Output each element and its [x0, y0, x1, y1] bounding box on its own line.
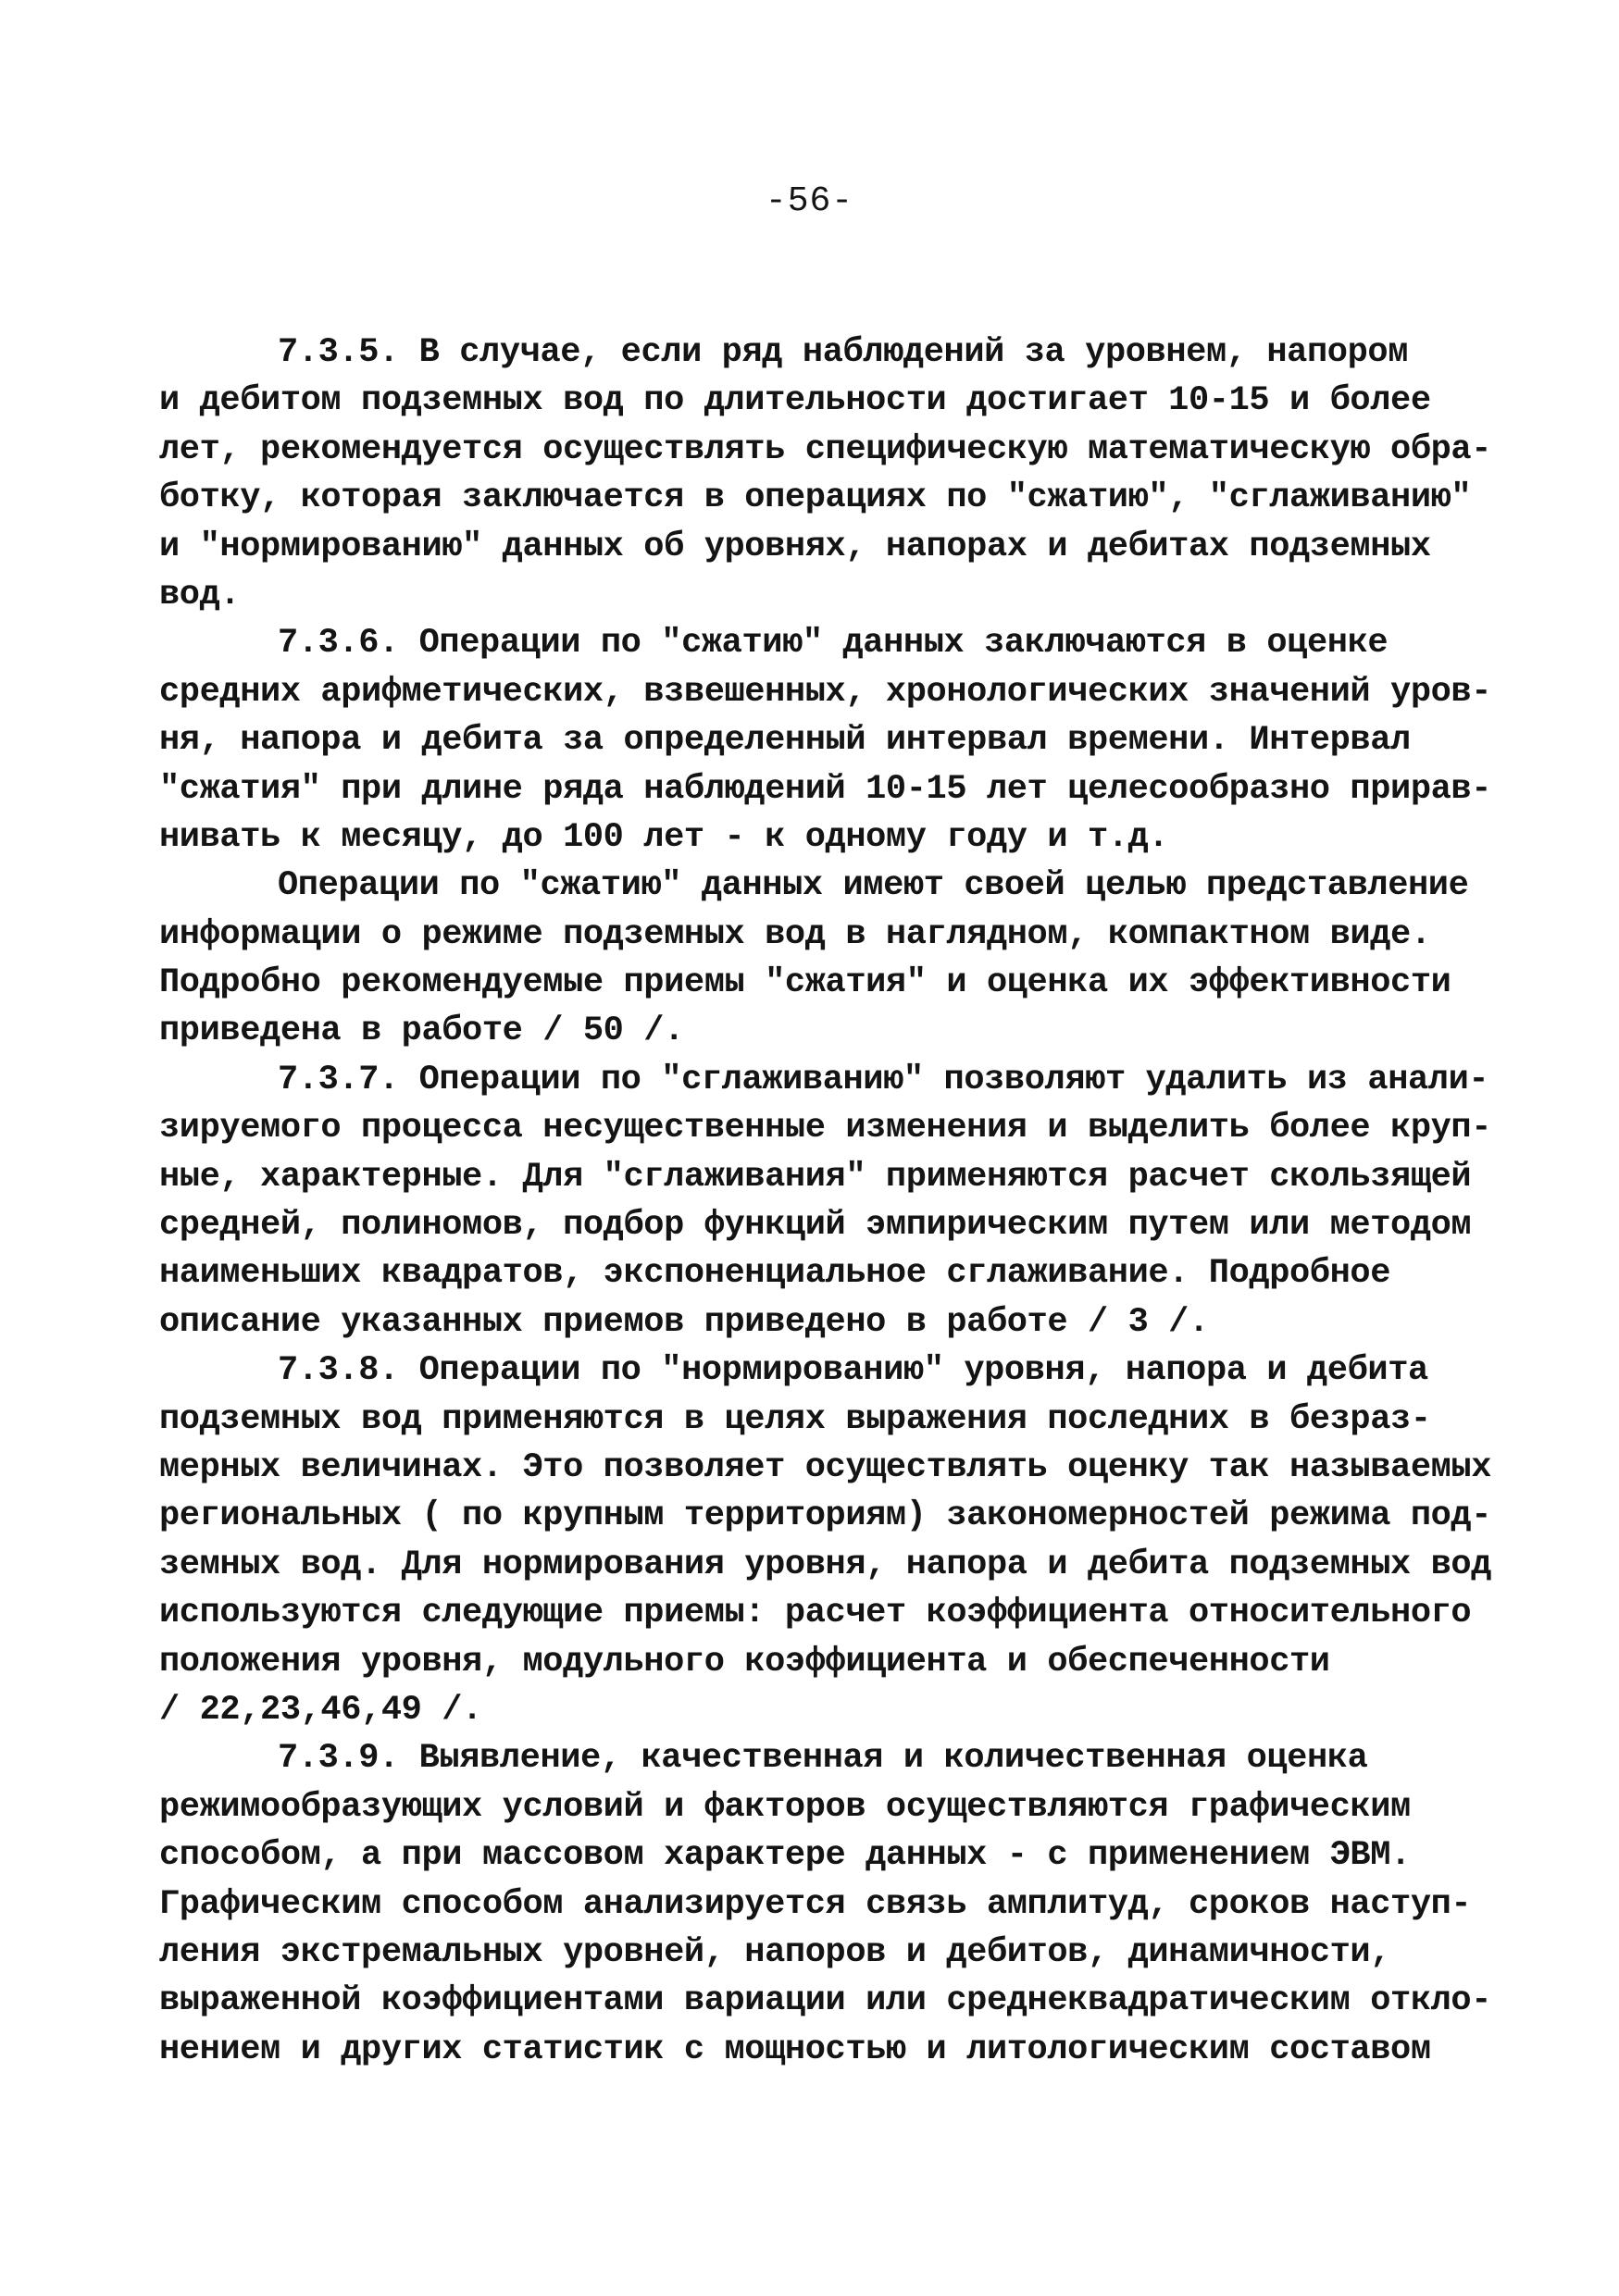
text-line: ления экстремальных уровней, напоров и дебитов, динамичности,	[159, 1932, 1391, 1972]
text-line: описание указанных приемов приведено в работе / 3 /.	[159, 1302, 1209, 1342]
text-line: и "нормированию" данных об уровнях, напорах и дебитах подземных	[159, 527, 1431, 566]
page-number: -56-	[765, 181, 854, 221]
text-line: и дебитом подземных вод по длительности достигает 10-15 и более	[159, 381, 1431, 421]
text-line: приведена в работе / 50 /.	[159, 1011, 684, 1051]
text-line: 7.3.6. Операции по "сжатию" данных заключаются в оценке	[278, 624, 1389, 664]
text-line: 7.3.9. Выявление, качественная и количественная оценка	[278, 1739, 1368, 1779]
text-line: нением и других статистик с мощностью и литологическим составом	[159, 2029, 1431, 2069]
text-line: 7.3.7. Операции по "сглаживанию" позволяют удалить из анали-	[278, 1060, 1489, 1099]
text-line: ные, характерные. Для "сглаживания" применяются расчет скользящей	[159, 1157, 1472, 1197]
text-line: ботку, которая заключается в операциях по "сжатию", "сглаживанию"	[159, 478, 1472, 518]
text-line: ня, напора и дебита за определенный интервал времени. Интервал	[159, 721, 1411, 761]
text-line: нивать к месяцу, до 100 лет - к одному году и т.д.	[159, 817, 1169, 857]
text-line: вод.	[159, 575, 241, 614]
text-line: информации о режиме подземных вод в наглядном, компактном виде.	[159, 914, 1431, 954]
text-line: средней, полиномов, подбор функций эмпирическим путем или методом	[159, 1206, 1472, 1246]
text-line: 7.3.8. Операции по "нормированию" уровня, напора и дебита	[278, 1351, 1428, 1391]
text-line: мерных величинах. Это позволяет осуществлять оценку так называемых	[159, 1447, 1492, 1487]
text-line: средних арифметических, взвешенных, хронологических значений уров-	[159, 672, 1492, 712]
text-line: Подробно рекомендуемые приемы "сжатия" и оценка их эффективности	[159, 963, 1451, 1003]
text-line: / 22,23,46,49 /.	[159, 1690, 482, 1730]
text-line: региональных ( по крупным территориям) закономерностей режима под-	[159, 1496, 1492, 1536]
text-line: режимообразующих условий и факторов осуществляются графическим	[159, 1787, 1411, 1827]
text-line: способом, а при массовом характере данных - с применением ЭВМ.	[159, 1836, 1411, 1876]
text-line: 7.3.5. В случае, если ряд наблюдений за уровнем, напором	[278, 333, 1409, 372]
body-text	[159, 329, 1492, 2074]
text-line: используются следующие приемы: расчет коэффициента относительного	[159, 1594, 1472, 1633]
text-line: выраженной коэффициентами вариации или среднеквадратическим откло-	[159, 1981, 1492, 2021]
text-line: Операции по "сжатию" данных имеют своей целью представление	[278, 866, 1469, 906]
text-line: подземных вод применяются в целях выражения последних в безраз-	[159, 1399, 1431, 1439]
text-line: наименьших квадратов, экспоненциальное сглаживание. Подробное	[159, 1254, 1391, 1294]
text-line: земных вод. Для нормирования уровня, напора и дебита подземных вод	[159, 1545, 1492, 1584]
text-line: положения уровня, модульного коэффициента и обеспеченности	[159, 1642, 1330, 1682]
text-line: лет, рекомендуется осуществлять специфическую математическую обра-	[159, 429, 1492, 469]
text-line: "сжатия" при длине ряда наблюдений 10-15 лет целесообразно прирав-	[159, 769, 1492, 809]
text-line: зируемого процесса несущественные изменения и выделить более круп-	[159, 1109, 1492, 1148]
text-line: Графическим способом анализируется связь амплитуд, сроков наступ-	[159, 1884, 1472, 1924]
